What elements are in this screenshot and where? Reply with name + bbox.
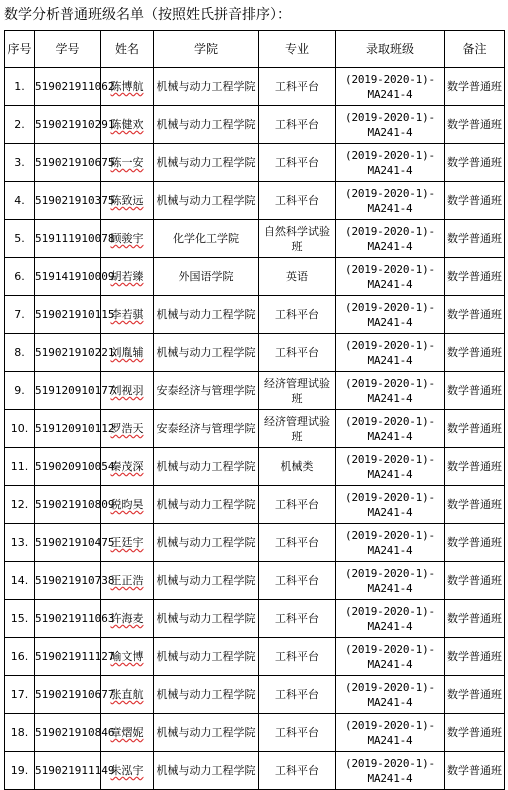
row-seq: 17. [5,676,35,714]
row-class: (2019-2020-1)-MA241-4 [336,220,445,258]
row-student-id: 519111910078 [35,220,101,258]
row-class: (2019-2020-1)-MA241-4 [336,68,445,106]
row-major: 工科平台 [259,524,336,562]
table-row [5,486,505,524]
row-student-id: 519021910677 [35,676,101,714]
row-college: 化学化工学院 [154,220,259,258]
roster-body [5,68,505,790]
row-student-id: 519021911062 [35,68,101,106]
row-class: (2019-2020-1)-MA241-4 [336,182,445,220]
row-major: 工科平台 [259,334,336,372]
row-note: 数学普通班 [445,372,505,410]
header-major: 专业 [259,31,336,68]
row-major: 工科平台 [259,106,336,144]
row-student-id: 519120910177 [35,372,101,410]
header-row [5,31,505,68]
row-college: 机械与动力工程学院 [154,752,259,790]
student-name-text: 王正浩 [110,574,144,587]
row-college: 机械与动力工程学院 [154,68,259,106]
student-name-text: 税昀昊 [110,498,144,511]
header-seq: 序号 [5,31,35,68]
row-seq: 19. [5,752,35,790]
row-note: 数学普通班 [445,258,505,296]
row-major: 工科平台 [259,714,336,752]
table-row [5,448,505,486]
header-class: 录取班级 [336,31,445,68]
row-note: 数学普通班 [445,410,505,448]
table-row [5,68,505,106]
row-class: (2019-2020-1)-MA241-4 [336,144,445,182]
student-name-text: 张直航 [110,688,144,701]
row-major: 工科平台 [259,182,336,220]
row-class: (2019-2020-1)-MA241-4 [336,106,445,144]
row-major: 经济管理试验班 [259,410,336,448]
row-seq: 14. [5,562,35,600]
row-seq: 1. [5,68,35,106]
table-row [5,600,505,638]
row-college: 安泰经济与管理学院 [154,410,259,448]
row-seq: 7. [5,296,35,334]
row-class: (2019-2020-1)-MA241-4 [336,334,445,372]
row-note: 数学普通班 [445,296,505,334]
row-major: 工科平台 [259,144,336,182]
row-seq: 2. [5,106,35,144]
page-title: 数学分析普通班级名单（按照姓氏拼音排序）： [4,7,291,23]
table-row [5,372,505,410]
student-name-text: 喻文博 [110,650,144,663]
row-note: 数学普通班 [445,562,505,600]
row-seq: 13. [5,524,35,562]
table-row [5,144,505,182]
row-student-id: 519021910115 [35,296,101,334]
row-seq: 6. [5,258,35,296]
table-row [5,182,505,220]
row-major: 工科平台 [259,676,336,714]
row-college: 机械与动力工程学院 [154,296,259,334]
row-seq: 8. [5,334,35,372]
row-college: 机械与动力工程学院 [154,334,259,372]
row-student-id: 519021910375 [35,182,101,220]
table-row [5,106,505,144]
row-student-id: 519120910112 [35,410,101,448]
row-class: (2019-2020-1)-MA241-4 [336,752,445,790]
row-note: 数学普通班 [445,448,505,486]
row-note: 数学普通班 [445,600,505,638]
row-note: 数学普通班 [445,486,505,524]
student-name-text: 秦茂深 [110,460,144,473]
row-student-id: 519021910738 [35,562,101,600]
student-name-text: 胡若臻 [110,270,144,283]
row-college: 机械与动力工程学院 [154,106,259,144]
header-note: 备注 [445,31,505,68]
row-class: (2019-2020-1)-MA241-4 [336,372,445,410]
row-class: (2019-2020-1)-MA241-4 [336,410,445,448]
row-class: (2019-2020-1)-MA241-4 [336,448,445,486]
row-seq: 11. [5,448,35,486]
row-student-id: 519021910475 [35,524,101,562]
table-row [5,410,505,448]
student-name-text: 刘视羽 [110,384,144,397]
row-seq: 9. [5,372,35,410]
row-note: 数学普通班 [445,220,505,258]
row-note: 数学普通班 [445,714,505,752]
row-major: 工科平台 [259,638,336,676]
row-college: 机械与动力工程学院 [154,676,259,714]
row-note: 数学普通班 [445,334,505,372]
row-student-id: 519021910846 [35,714,101,752]
row-major: 工科平台 [259,752,336,790]
row-class: (2019-2020-1)-MA241-4 [336,562,445,600]
row-seq: 12. [5,486,35,524]
row-note: 数学普通班 [445,524,505,562]
table-row [5,676,505,714]
row-seq: 4. [5,182,35,220]
row-college: 机械与动力工程学院 [154,562,259,600]
row-seq: 18. [5,714,35,752]
table-row [5,562,505,600]
row-college: 安泰经济与管理学院 [154,372,259,410]
student-name-text: 陈一安 [110,156,144,169]
student-name-text: 罗浩天 [110,422,144,435]
row-student-id: 519021911149 [35,752,101,790]
table-row [5,258,505,296]
row-seq: 3. [5,144,35,182]
row-seq: 16. [5,638,35,676]
student-name-text: 陈博航 [110,80,144,93]
row-college: 机械与动力工程学院 [154,448,259,486]
row-college: 外国语学院 [154,258,259,296]
row-student-id: 519021911063 [35,600,101,638]
table-row [5,524,505,562]
row-class: (2019-2020-1)-MA241-4 [336,714,445,752]
row-student-id: 519021910221 [35,334,101,372]
student-name-text: 陈健欢 [110,118,144,131]
row-note: 数学普通班 [445,676,505,714]
row-seq: 10. [5,410,35,448]
row-student-id: 519021910809 [35,486,101,524]
student-name-text: 李若骐 [110,308,144,321]
row-student-id: 519021910291 [35,106,101,144]
row-seq: 15. [5,600,35,638]
student-name-text: 刘胤辅 [110,346,144,359]
table-row [5,752,505,790]
row-class: (2019-2020-1)-MA241-4 [336,676,445,714]
student-name-text: 许海麦 [110,612,144,625]
row-class: (2019-2020-1)-MA241-4 [336,638,445,676]
row-note: 数学普通班 [445,144,505,182]
row-major: 工科平台 [259,562,336,600]
row-class: (2019-2020-1)-MA241-4 [336,258,445,296]
row-class: (2019-2020-1)-MA241-4 [336,524,445,562]
header-student-id: 学号 [35,31,101,68]
row-college: 机械与动力工程学院 [154,600,259,638]
row-major: 工科平台 [259,68,336,106]
row-class: (2019-2020-1)-MA241-4 [336,486,445,524]
table-row [5,714,505,752]
row-college: 机械与动力工程学院 [154,144,259,182]
row-major: 工科平台 [259,486,336,524]
row-note: 数学普通班 [445,182,505,220]
row-major: 经济管理试验班 [259,372,336,410]
student-name-text: 顾骏宇 [110,232,144,245]
row-student-id: 519021910675 [35,144,101,182]
row-major: 自然科学试验班 [259,220,336,258]
row-college: 机械与动力工程学院 [154,524,259,562]
row-seq: 5. [5,220,35,258]
table-row [5,334,505,372]
row-note: 数学普通班 [445,106,505,144]
row-college: 机械与动力工程学院 [154,714,259,752]
student-name-text: 章熠妮 [110,726,144,739]
student-name-text: 朱泓宇 [110,764,144,777]
table-row [5,296,505,334]
header-college: 学院 [154,31,259,68]
row-note: 数学普通班 [445,68,505,106]
row-major: 工科平台 [259,600,336,638]
student-name-text: 陈致远 [110,194,144,207]
row-major: 工科平台 [259,296,336,334]
row-note: 数学普通班 [445,752,505,790]
row-student-id: 519020910054 [35,448,101,486]
row-class: (2019-2020-1)-MA241-4 [336,296,445,334]
row-college: 机械与动力工程学院 [154,638,259,676]
row-college: 机械与动力工程学院 [154,486,259,524]
row-major: 机械类 [259,448,336,486]
student-name-text: 王廷宇 [110,536,144,549]
row-class: (2019-2020-1)-MA241-4 [336,600,445,638]
row-student-id: 519141910009 [35,258,101,296]
row-student-id: 519021911127 [35,638,101,676]
row-major: 英语 [259,258,336,296]
table-row [5,638,505,676]
student-roster-table [4,30,505,790]
table-row [5,220,505,258]
row-college: 机械与动力工程学院 [154,182,259,220]
row-note: 数学普通班 [445,638,505,676]
header-name: 姓名 [101,31,154,68]
